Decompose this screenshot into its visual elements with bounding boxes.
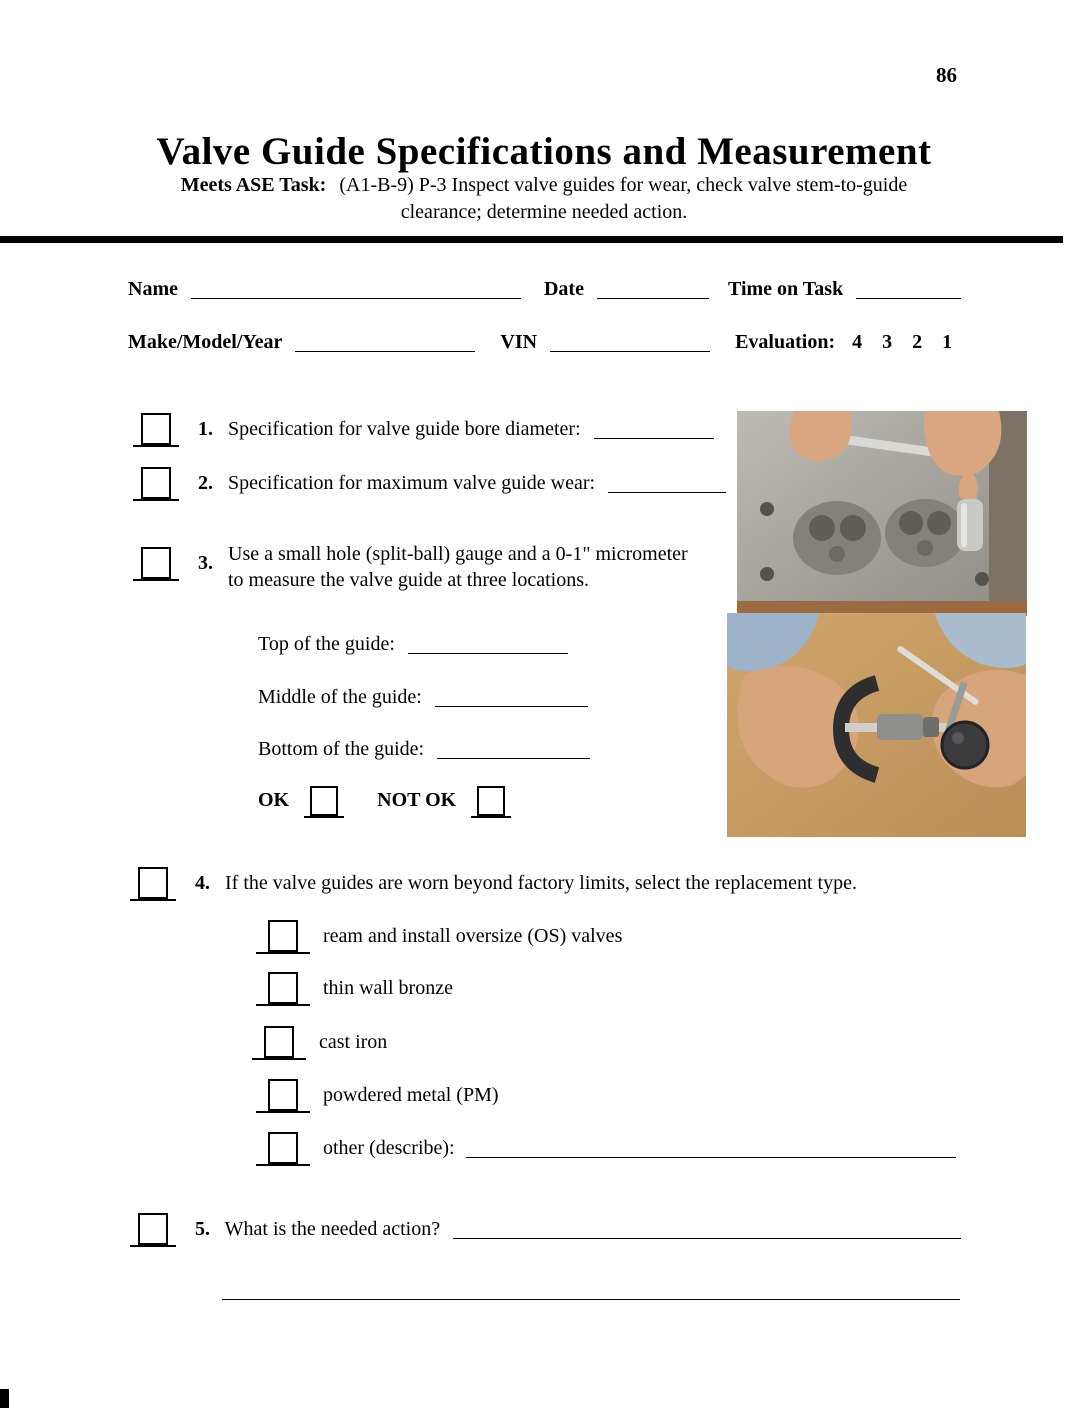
task-3-text xyxy=(228,541,748,593)
micrometer-hands-illustration xyxy=(727,613,1026,837)
ase-task-line1 xyxy=(0,172,1088,198)
task-4-number: 4. xyxy=(195,872,210,894)
task-2-number: 2. xyxy=(198,472,213,494)
task-4-checkbox[interactable] xyxy=(130,861,176,901)
make-model-year-label: Make/Model/Year xyxy=(128,331,283,353)
task-2-checkbox[interactable] xyxy=(133,461,179,501)
ok-notok-row xyxy=(258,778,511,818)
vin-blank[interactable] xyxy=(550,346,710,352)
checkbox-box xyxy=(141,413,171,445)
checkbox-box xyxy=(264,1026,294,1058)
option-other-checkbox[interactable] xyxy=(256,1126,310,1166)
not-ok-label: NOT OK xyxy=(377,789,457,811)
option-thin-wall-bronze-row xyxy=(256,966,453,1006)
option-powdered-metal-label: powdered metal (PM) xyxy=(323,1084,499,1106)
task-5-answer-blank-line2[interactable] xyxy=(222,1282,960,1300)
not-ok-checkbox[interactable] xyxy=(471,778,511,818)
task-5-answer-blank[interactable] xyxy=(453,1233,961,1239)
cylinder-head-measurement-illustration xyxy=(737,411,1027,616)
checkbox-box xyxy=(141,547,171,579)
page-title: Valve Guide Specifications and Measurement xyxy=(156,130,932,173)
guide-middle-row xyxy=(258,684,588,710)
guide-top-label: Top of the guide: xyxy=(258,633,395,655)
task-1-number: 1. xyxy=(198,418,213,440)
time-on-task-blank[interactable] xyxy=(856,293,961,299)
task-2-answer-blank[interactable] xyxy=(608,487,726,493)
checkbox-box xyxy=(310,786,338,816)
task-5-number: 5. xyxy=(195,1218,210,1240)
checkbox-box xyxy=(138,867,168,899)
option-ream-checkbox[interactable] xyxy=(256,914,310,954)
ok-label: OK xyxy=(258,789,290,811)
time-on-task-label: Time on Task xyxy=(727,278,844,300)
page-number: 86 xyxy=(936,63,957,87)
date-label: Date xyxy=(543,278,584,300)
ase-task-label: Meets ASE Task: xyxy=(180,174,327,196)
option-powdered-metal-checkbox[interactable] xyxy=(256,1073,310,1113)
task-2-row xyxy=(133,461,726,501)
option-other-row xyxy=(256,1126,956,1166)
task-1-text: Specification for valve guide bore diameter: xyxy=(228,418,581,440)
option-thin-wall-bronze-checkbox[interactable] xyxy=(256,966,310,1006)
task-5-checkbox[interactable] xyxy=(130,1207,176,1247)
option-cast-iron-label: cast iron xyxy=(319,1031,388,1053)
option-ream-label: ream and install oversize (OS) valves xyxy=(323,925,623,947)
ase-task-line2: clearance; determine needed action. xyxy=(400,201,688,223)
task-4-row xyxy=(130,861,857,901)
ok-checkbox[interactable] xyxy=(304,778,344,818)
task-5-row xyxy=(130,1207,961,1247)
guide-top-blank[interactable] xyxy=(408,648,568,654)
corner-print-mark xyxy=(0,1389,9,1408)
checkbox-box xyxy=(477,786,505,816)
option-other-label: other (describe): xyxy=(323,1137,455,1159)
option-ream-row xyxy=(256,914,622,954)
task-3-text-line1: Use a small hole (split-ball) gauge and a 0-1" micrometer xyxy=(228,543,688,565)
divider-rule xyxy=(0,236,1063,243)
task-1-answer-blank[interactable] xyxy=(594,433,714,439)
guide-bottom-blank[interactable] xyxy=(437,753,590,759)
task-4-text: If the valve guides are worn beyond factory limits, select the replacement type. xyxy=(225,872,857,894)
task-3-row xyxy=(133,541,748,593)
option-powdered-metal-row xyxy=(256,1073,499,1113)
checkbox-box xyxy=(268,1079,298,1111)
task-2-text: Specification for maximum valve guide wear: xyxy=(228,472,596,494)
guide-bottom-row xyxy=(258,736,590,762)
task-3-number: 3. xyxy=(198,552,213,574)
vehicle-row xyxy=(128,329,952,355)
checkbox-box xyxy=(138,1213,168,1245)
make-model-year-blank[interactable] xyxy=(295,346,475,352)
name-blank[interactable] xyxy=(191,293,521,299)
checkbox-box xyxy=(268,1132,298,1164)
checkbox-box xyxy=(268,920,298,952)
evaluation-scale[interactable]: 4 3 2 1 xyxy=(852,331,953,353)
name-date-row xyxy=(128,276,961,302)
guide-middle-blank[interactable] xyxy=(435,701,588,707)
task-3-checkbox[interactable] xyxy=(133,541,179,581)
option-thin-wall-bronze-label: thin wall bronze xyxy=(323,977,453,999)
checkbox-box xyxy=(141,467,171,499)
ase-task-text1: (A1-B-9) P-3 Inspect valve guides for wear, check valve stem-to-guide xyxy=(339,174,908,196)
guide-top-row xyxy=(258,631,568,657)
option-cast-iron-checkbox[interactable] xyxy=(252,1020,306,1060)
guide-middle-label: Middle of the guide: xyxy=(258,686,422,708)
task-1-checkbox[interactable] xyxy=(133,407,179,447)
evaluation-label: Evaluation: xyxy=(735,331,836,353)
task-3-text-line2: to measure the valve guide at three locations. xyxy=(228,569,589,591)
task-5-text: What is the needed action? xyxy=(224,1218,441,1240)
small-hole-gauge-micrometer-photo xyxy=(727,613,1026,837)
option-cast-iron-row xyxy=(252,1020,387,1060)
date-blank[interactable] xyxy=(597,293,709,299)
checkbox-box xyxy=(268,972,298,1004)
option-other-blank[interactable] xyxy=(466,1152,956,1158)
name-label: Name xyxy=(128,278,178,300)
guide-bottom-label: Bottom of the guide: xyxy=(258,738,425,760)
vin-label: VIN xyxy=(500,331,538,353)
cylinder-head-measurement-photo xyxy=(737,411,1027,616)
task-1-row xyxy=(133,407,714,447)
